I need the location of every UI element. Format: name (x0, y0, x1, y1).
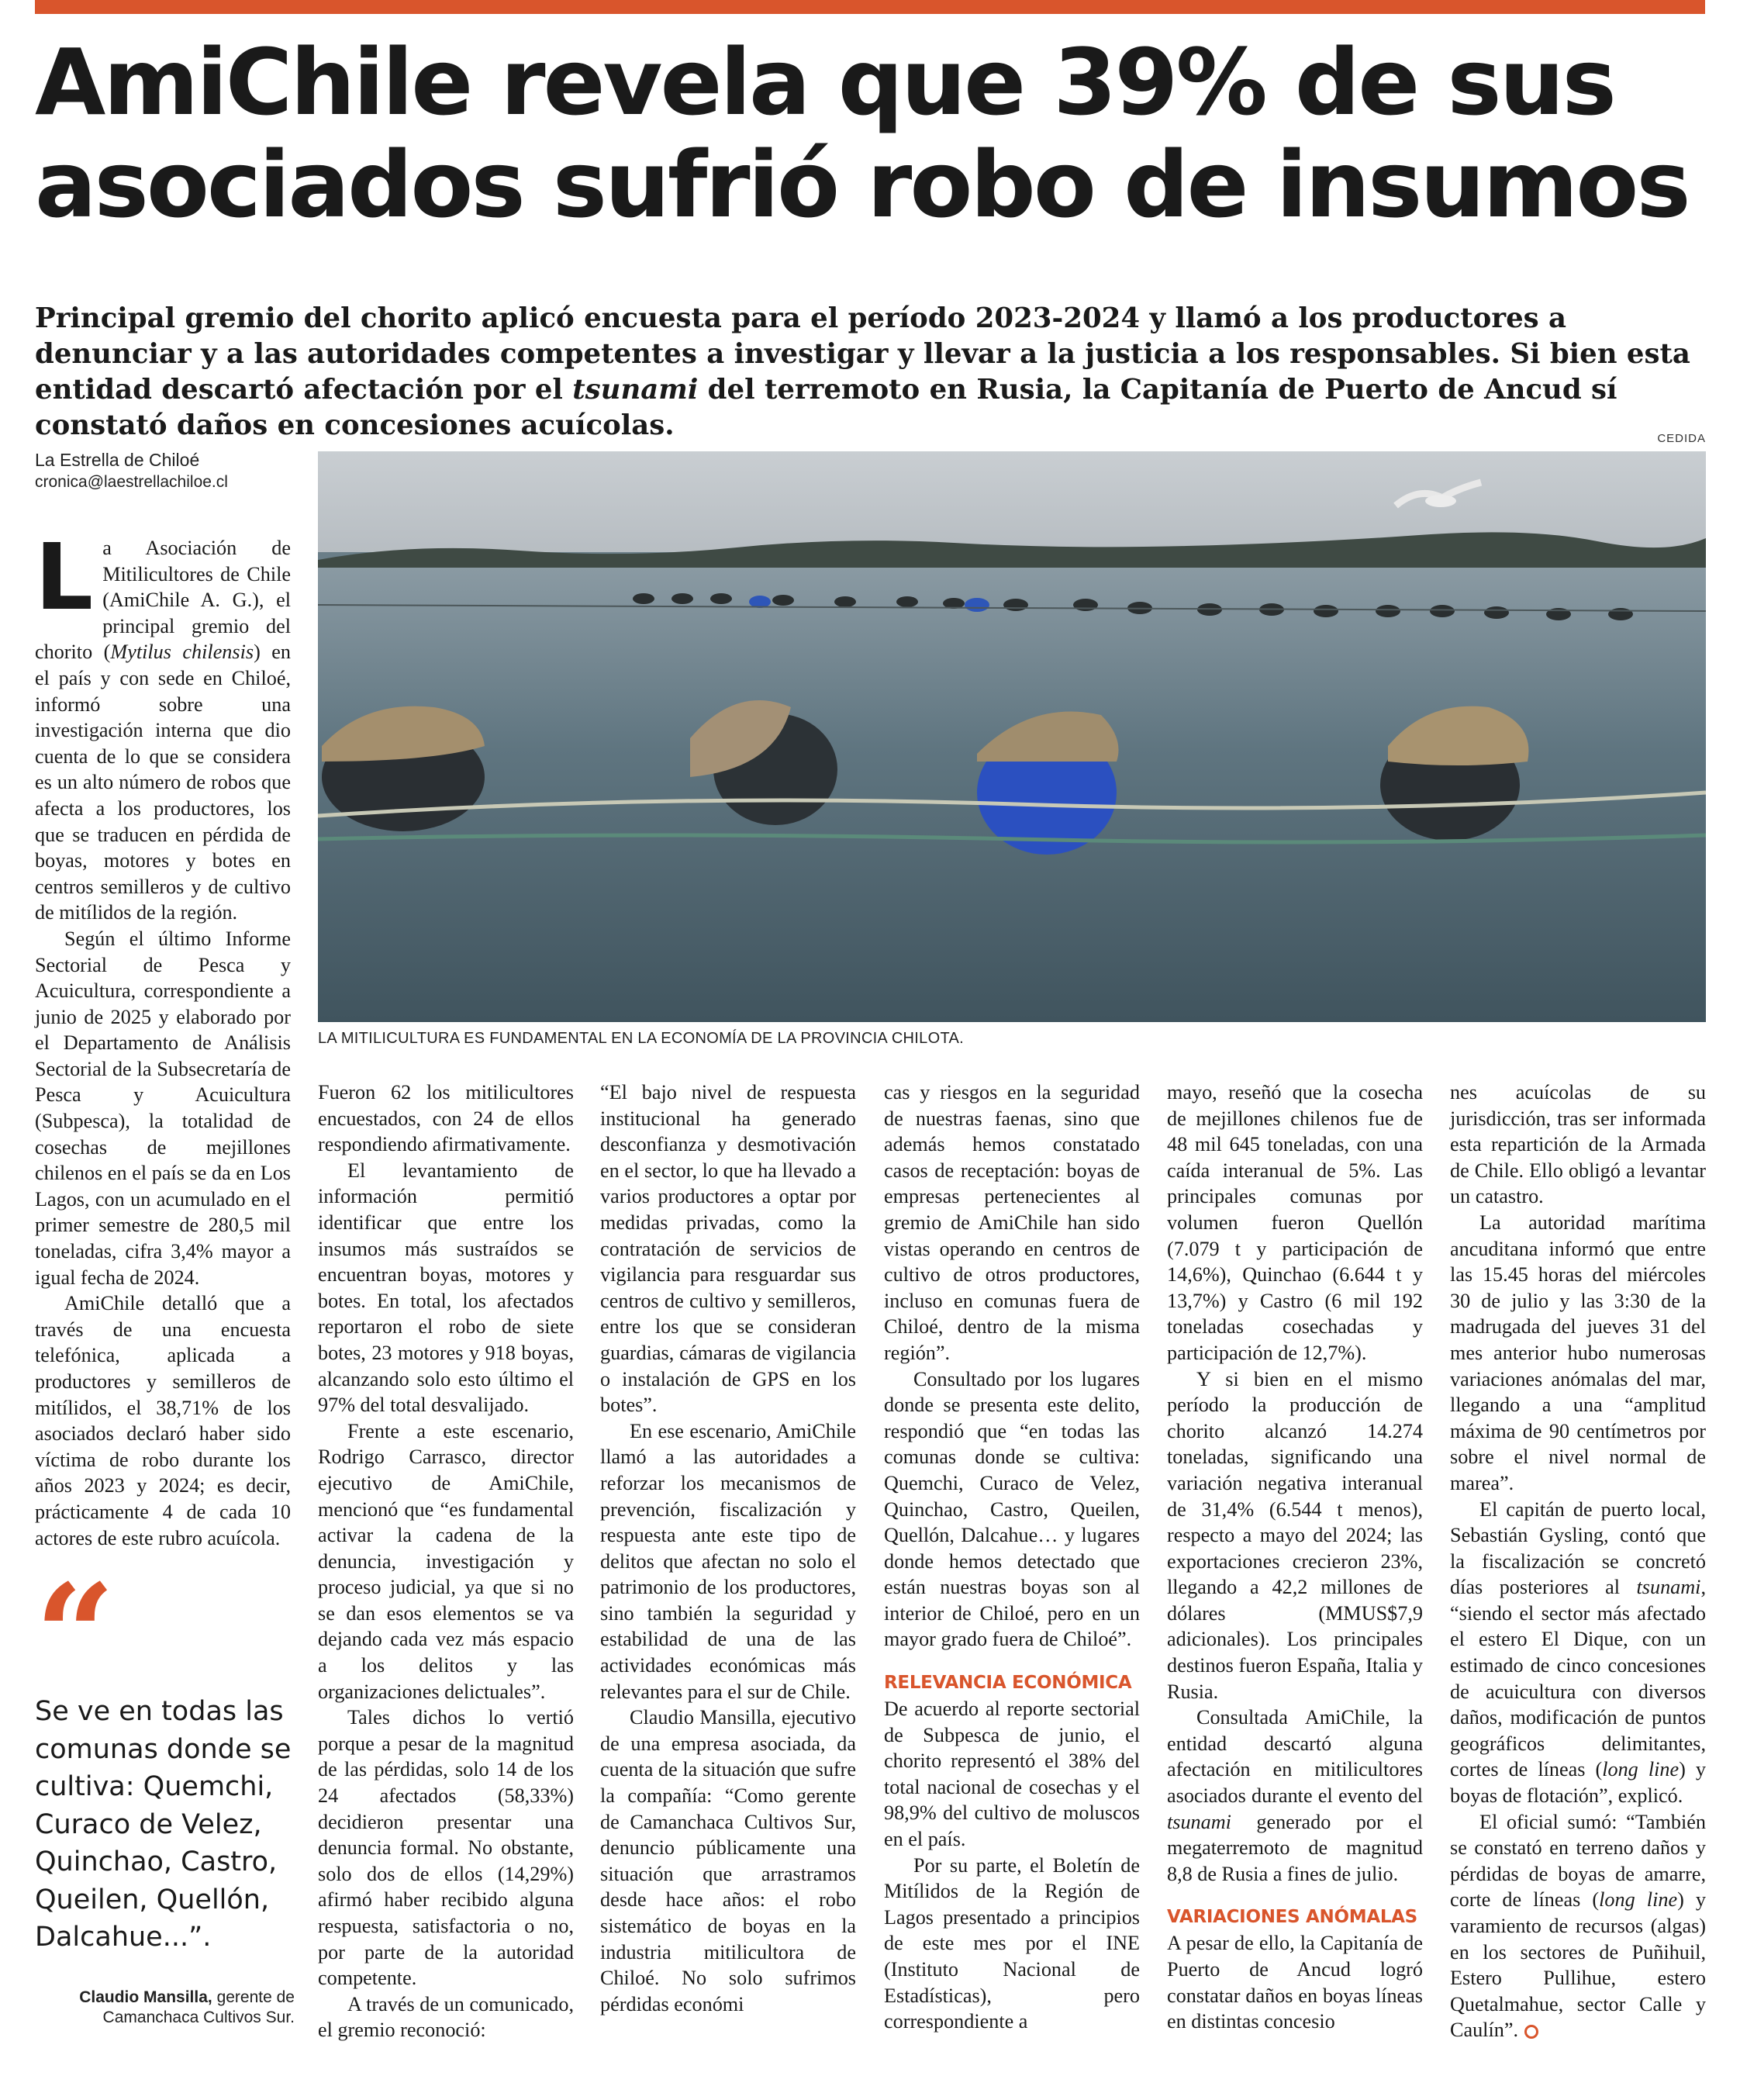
p22-italic-d: long line (1602, 1758, 1680, 1781)
p23-italic: long line (1599, 1888, 1678, 1912)
pull-quote-text: Se ve en todas las comunas donde se cultiva: Quemchi, Curaco de Velez, Quinchao, Castro, Queilen, Quellón, Dalcahue...”. (35, 1696, 292, 1953)
paragraph-20: nes acuícolas de su jurisdicción, tras ser informada esta repartición de la Armada de Chile. Ello obligó a levantar un catastro. (1450, 1081, 1706, 1208)
p1-italic: Mytilus chilensis (110, 641, 254, 664)
p22-text-a: El capitán de puerto local, Sebastián Gysling, contó que la fiscalización se concretó días posteriores al (1450, 1497, 1706, 1599)
p18-text-a: Consultada AmiChile, la entidad descartó alguna afectación en mitilicultores asociados durante el evento del (1167, 1706, 1423, 1808)
paragraph-19: A pesar de ello, la Capitanía de Puerto de Ancud logró constatar daños en boyas líneas en distintas concesio (1167, 1932, 1423, 2033)
quote-mark: “ (35, 1578, 116, 1670)
paragraph-5: El levantamiento de información permitió identificar que entre los insumos más sustraídos se encuentran boyas, motores y botes. En total, los afectados reportaron el robo de siete botes, 23 motores y 918 boyas, alcanzando solo esto último el 97% del total desvalijado. (318, 1159, 574, 1417)
paragraph-21: La autoridad marítima ancuditana informó que entre las 15.45 horas del miércoles 30 de julio y las 3:30 de la madrugada del jueves 31 del mes anterior hubo numerosas variaciones anómalas del mar, llegando a una “amplitud máxima de 90 centímetros por sobre el nivel normal de marea”. (1450, 1211, 1706, 1494)
quote-role: gerente de Camanchaca Cultivos Sur. (102, 1988, 295, 2026)
paragraph-6: Frente a este escenario, Rodrigo Carrasco, director ejecutivo de AmiChile, mencionó que “es fundamental activar la cadena de la denuncia, investigación y proceso judicial, ya que si no se dan esos elementos se va dejando cada vez más espacio a los delitos y las organizaciones delictuales”. (318, 1419, 574, 1703)
p1-text-a: a Asociación de Mitilicultores de Chile (AmiChile A. G.), el principal gremio del chorito ( (35, 537, 291, 664)
column-3 (600, 1079, 856, 2017)
section-color-bar (35, 0, 1705, 14)
pull-quote (35, 1578, 295, 2028)
paragraph-14: De acuerdo al reporte sectorial de Subpesca de junio, el chorito representó el 38% del total nacional de cosechas y el 98,9% del cultivo de moluscos en el país. (884, 1698, 1140, 1851)
column-2 (318, 1079, 574, 2043)
headline-line-1: AmiChile revela que 39% de sus (35, 29, 1614, 136)
photo-caption: LA MITILICULTURA ES FUNDAMENTAL EN LA ECONOMÍA DE LA PROVINCIA CHILOTA. (318, 1030, 964, 1047)
p1-text-c: ) en el país y con sede en Chiloé, informó sobre una investigación interna que dio cuenta de lo que se considera es un alto número de robos que afecta a los productores, los que se traducen en pérdida de boyas, motores y botes en centros semilleros y de cultivo de mitílidos de la región. (35, 641, 291, 924)
deck-italic: tsunami (572, 374, 699, 406)
paragraph-11: Claudio Mansilla, ejecutivo de una empresa asociada, da cuenta de la situación que sufre la compañía: “Como gerente de Camanchaca Cultivos Sur, denuncio públicamente una situación que arrastramos desde hace años: el robo sistemático de boyas en la industria mitilicultora de Chiloé. No solo sufrimos pérdidas económi (600, 1706, 856, 2015)
column-5 (1167, 1079, 1423, 2035)
p23-text-c: ) y varamiento de recursos (algas) en los sectores de Puñihuil, Estero Pullihue, estero Quetalmahue, sector Calle y Caulín”. (1450, 1888, 1707, 2042)
deck-part-2: del terremoto en Rusia, la Capitanía de Puerto de Ancud sí constató daños en concesiones acuícolas. (35, 374, 1617, 441)
subhead-relevancia: RELEVANCIA ECONÓMICA (884, 1673, 1132, 1694)
quote-name: Claudio Mansilla, (79, 1988, 212, 2006)
byline (35, 448, 299, 493)
column-6 (1450, 1079, 1706, 2043)
paragraph-1 (35, 523, 291, 926)
p22-italic-b: tsunami (1636, 1576, 1701, 1599)
paragraph-18 (1167, 1705, 1423, 1887)
paragraph-16: mayo, reseñó que la cosecha de mejillones chilenos fue de 48 mil 645 toneladas, con una caída interanual de 5%. Las principales comunas por volumen fueron Quellón (7.079 t y participación de 14,6%), Quinchao (6.644 t y 13,7%) y Castro (6 mil 192 toneladas cosechadas y participación de 12,7%). (1167, 1081, 1423, 1364)
column-4 (884, 1079, 1140, 2035)
paragraph-22 (1450, 1497, 1706, 1809)
headline-line-2: asociados sufrió robo de insumos (35, 131, 1689, 238)
paragraph-2: Según el último Informe Sectorial de Pesca y Acuicultura, correspondiente a junio de 2025 y elaborado por el Departamento de Análisis Sectorial de la Subsecretaría de Pesca y Acuicultura (Subpesca), la totalidad de cosechas de mejillones chilenos en el país se da en Los Lagos, con un acumulado en el primer semestre de 280,5 mil toneladas, cifra 3,4% mayor a igual fecha de 2024. (35, 927, 291, 1289)
p18-italic: tsunami (1167, 1810, 1231, 1833)
byline-email: cronica@laestrellachiloe.cl (35, 473, 228, 491)
paragraph-23 (1450, 1809, 1706, 2043)
mussel-farm-photo (318, 451, 1706, 1022)
photo-illustration (318, 451, 1706, 1022)
deck-summary (35, 301, 1714, 444)
paragraph-17: Y si bien en el mismo período la producción de chorito alcanzó 14.274 toneladas, significando una variación negativa interanual de 31,4% (6.544 t menos), respecto a mayo del 2024; las exportaciones crecieron 23%, llegando a 42,2 millones de dólares (MMUS$7,9 adicionales). Los principales destinos fueron España, Italia y Rusia. (1167, 1367, 1423, 1703)
headline (35, 31, 1710, 236)
photo-credit: CEDIDA (1657, 432, 1706, 445)
paragraph-7: Tales dichos lo vertió porque a pesar de la magnitud de las pérdidas, solo 14 de los 24 afectados (58,33%) decidieron presentar una denuncia formal. No obstante, solo dos de ellos (14,29%) afirmó haber recibido alguna respuesta, satisfactoria o no, por parte de la autoridad competente. (318, 1706, 574, 1990)
column-1 (35, 523, 291, 1551)
paragraph-8: A través de un comunicado, el gremio reconoció: (318, 1992, 574, 2042)
paragraph-15: Por su parte, el Boletín de Mitílidos de la Región de Lagos presentado a principios de este mes por el INE (Instituto Nacional de Estadísticas), pero correspondiente a (884, 1853, 1140, 2033)
p22-text-e: ) y boyas de flotación”, explicó. (1450, 1758, 1706, 1808)
pull-quote-attribution (35, 1988, 295, 2028)
paragraph-9: “El bajo nivel de respuesta institucional ha generado desconfianza y desmotivación en el sector, lo que ha llevado a varios productores a optar por medidas privadas, como la contratación de servicios de vigilancia para resguardar sus centros de cultivo y semilleros, entre los que se consideran guardias, cámaras de vigilancia o instalación de GPS en los botes”. (600, 1081, 856, 1417)
paragraph-13: Consultado por los lugares donde se presenta este delito, respondió que “en todas las comunas donde se cultiva: Quemchi, Curaco de Velez, Quinchao, Castro, Queilen, Quellón, Dalcahue… y lugares donde hemos detectado que están nuestras boyas son al interior de Chiloé, pero en un mayor grado fuera de Chiloé”. (884, 1367, 1140, 1651)
subhead-variaciones: VARIACIONES ANÓMALAS (1167, 1907, 1417, 1928)
p22-text-c: , “siendo el sector más afectado el estero El Dique, con un estimado de cinco concesiones de acuicultura con diversos daños, modificación de puntos geográficos delimitantes, cortes de líneas ( (1450, 1576, 1706, 1781)
paragraph-4: Fueron 62 los mitilicultores encuestados, con 24 de ellos respondiendo afirmativamente. (318, 1081, 574, 1156)
end-of-article-icon (1524, 2025, 1538, 2039)
p23-text-a: El oficial sumó: “También se constató en terreno daños y pérdidas de boyas de amarre, corte de líneas ( (1450, 1810, 1706, 1912)
paragraph-10: En ese escenario, AmiChile llamó a las autoridades a reforzar los mecanismos de prevención, fiscalización y respuesta ante este tipo de delitos que afectan no solo el patrimonio de los productores, sino también la seguridad y estabilidad de una de las actividades económicas más relevantes para el sur de Chile. (600, 1419, 856, 1703)
paragraph-12: cas y riesgos en la seguridad de nuestras faenas, sino que además hemos constatado casos de receptación: boyas de empresas pertenecientes al gremio de AmiChile han sido vistas operando en centros de cultivo de otros productores, incluso en comunas fuera de Chiloé, dentro de la misma región”. (884, 1081, 1140, 1364)
deck-part-1: Principal gremio del chorito aplicó encuesta para el período 2023-2024 y llamó a los productores a denunciar y a las autoridades competentes a investigar y llevar a la justicia a los responsables. Si bien esta entidad descartó afectación por el (35, 302, 1690, 406)
paragraph-3: AmiChile detalló que a través de una encuesta telefónica, aplicada a productores y semilleros de mitílidos, el 38,71% de los asociados declaró haber sido víctima de robo durante los años 2023 y 2024; es decir, prácticamente 4 de cada 10 actores de este rubro acuícola. (35, 1292, 291, 1549)
p18-text-c: generado por el megaterremoto de magnitud 8,8 de Rusia a fines de julio. (1167, 1810, 1423, 1885)
drop-cap: L (35, 523, 94, 630)
byline-source: La Estrella de Chiloé (35, 450, 200, 470)
